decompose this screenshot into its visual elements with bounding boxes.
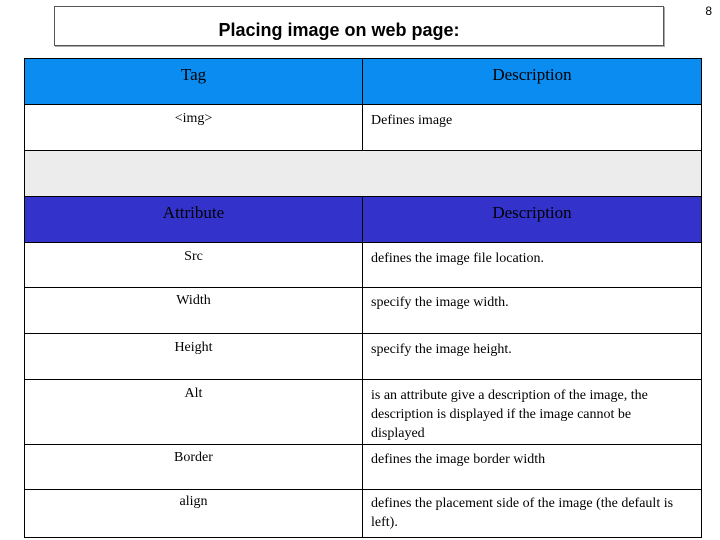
attribute-cell: Height	[25, 334, 363, 379]
attribute-header-row	[25, 197, 701, 243]
description-cell: is an attribute give a description of the image, the description is displayed if the image cannot be displayed	[371, 388, 648, 441]
table-row	[25, 243, 701, 288]
attribute-cell: align	[25, 490, 363, 538]
description-cell: specify the image width.	[371, 295, 509, 310]
spacer-row	[25, 151, 701, 197]
attribute-cell: Width	[25, 288, 363, 333]
table-row	[25, 490, 701, 538]
attribute-description-header-cell: Description	[492, 203, 572, 222]
attribute-cell: Alt	[25, 380, 363, 444]
content-table	[24, 58, 702, 538]
attribute-header-cell: Attribute	[25, 197, 363, 242]
attribute-cell: Border	[25, 445, 363, 489]
tag-header-row	[25, 59, 701, 105]
table-row	[25, 334, 701, 380]
description-cell: defines the image file location.	[371, 251, 544, 266]
page-number: 8	[705, 4, 712, 18]
tag-cell: <img>	[25, 105, 363, 150]
tag-header-cell: Tag	[25, 59, 363, 104]
title-box	[54, 6, 664, 46]
description-cell: defines the image border width	[371, 452, 546, 467]
table-row	[25, 380, 701, 445]
description-cell: specify the image height.	[371, 342, 512, 357]
description-cell: Defines image	[371, 113, 453, 128]
table-row	[25, 105, 701, 151]
tag-description-header-cell: Description	[492, 65, 572, 84]
page-title: Placing image on web page:	[218, 20, 460, 40]
table-row	[25, 288, 701, 334]
description-cell: defines the placement side of the image (the default is left).	[371, 496, 674, 530]
table-row	[25, 445, 701, 490]
attribute-cell: Src	[25, 243, 363, 287]
